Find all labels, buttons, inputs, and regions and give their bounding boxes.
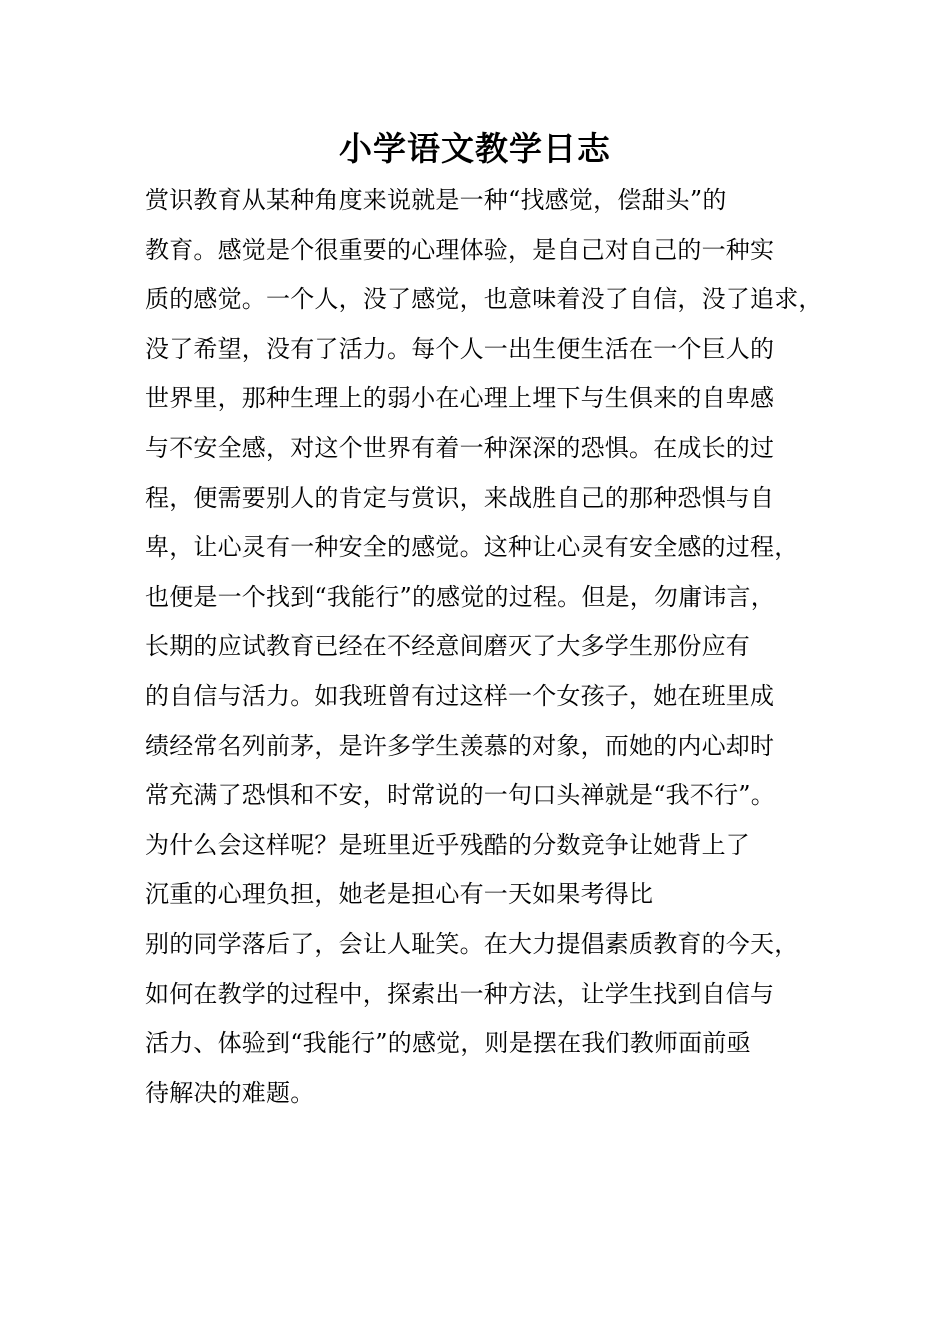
text-line: 绩经常名列前茅，是许多学生羡慕的对象，而她的内心却时 (145, 731, 775, 760)
text-line: 赏识教育从某种角度来说就是一种“找感觉，偿甜头”的 (145, 186, 727, 214)
text-line: 没了希望，没有了活力。每个人一出生便生活在一个巨人的 (145, 334, 775, 363)
text-line: 质的感觉。一个人，没了感觉，也意味着没了自信，没了追求， (145, 285, 823, 314)
text-line: 长期的应试教育已经在不经意间磨灭了大多学生那份应有 (145, 632, 750, 661)
text-line: 与不安全感，对这个世界有着一种深深的恐惧。在成长的过 (145, 433, 775, 462)
text-line: 沉重的心理负担，她老是担心有一天如果考得比 (145, 880, 654, 909)
document-title: 小学语文教学日志 (339, 129, 611, 168)
text-line: 卑，让心灵有一种安全的感觉。这种让心灵有安全感的过程， (145, 533, 799, 562)
text-line: 程，便需要别人的肯定与赏识，来战胜自己的那种恐惧与自 (145, 483, 775, 512)
text-line: 的自信与活力。如我班曾有过这样一个女孩子，她在班里成 (145, 681, 775, 710)
text-line: 也便是一个找到“我能行”的感觉的过程。但是，勿庸讳言， (145, 582, 775, 611)
text-line: 为什么会这样呢？是班里近乎残酷的分数竞争让她背上了 (145, 830, 750, 859)
text-line: 活力、体验到“我能行”的感觉，则是摆在我们教师面前亟 (145, 1029, 751, 1058)
text-line: 世界里，那种生理上的弱小在心理上埋下与生俱来的自卑感 (145, 384, 775, 413)
text-line: 如何在教学的过程中，探索出一种方法，让学生找到自信与 (145, 979, 775, 1008)
document-body (145, 176, 825, 1118)
text-line: 常充满了恐惧和不安，时常说的一句口头禅就是“我不行”。 (145, 781, 775, 810)
text-line: 别的同学落后了，会让人耻笑。在大力提倡素质教育的今天， (145, 929, 799, 958)
text-line: 待解决的难题。 (145, 1078, 315, 1107)
text-line: 教育。感觉是个很重要的心理体验，是自己对自己的一种实 (145, 235, 775, 264)
